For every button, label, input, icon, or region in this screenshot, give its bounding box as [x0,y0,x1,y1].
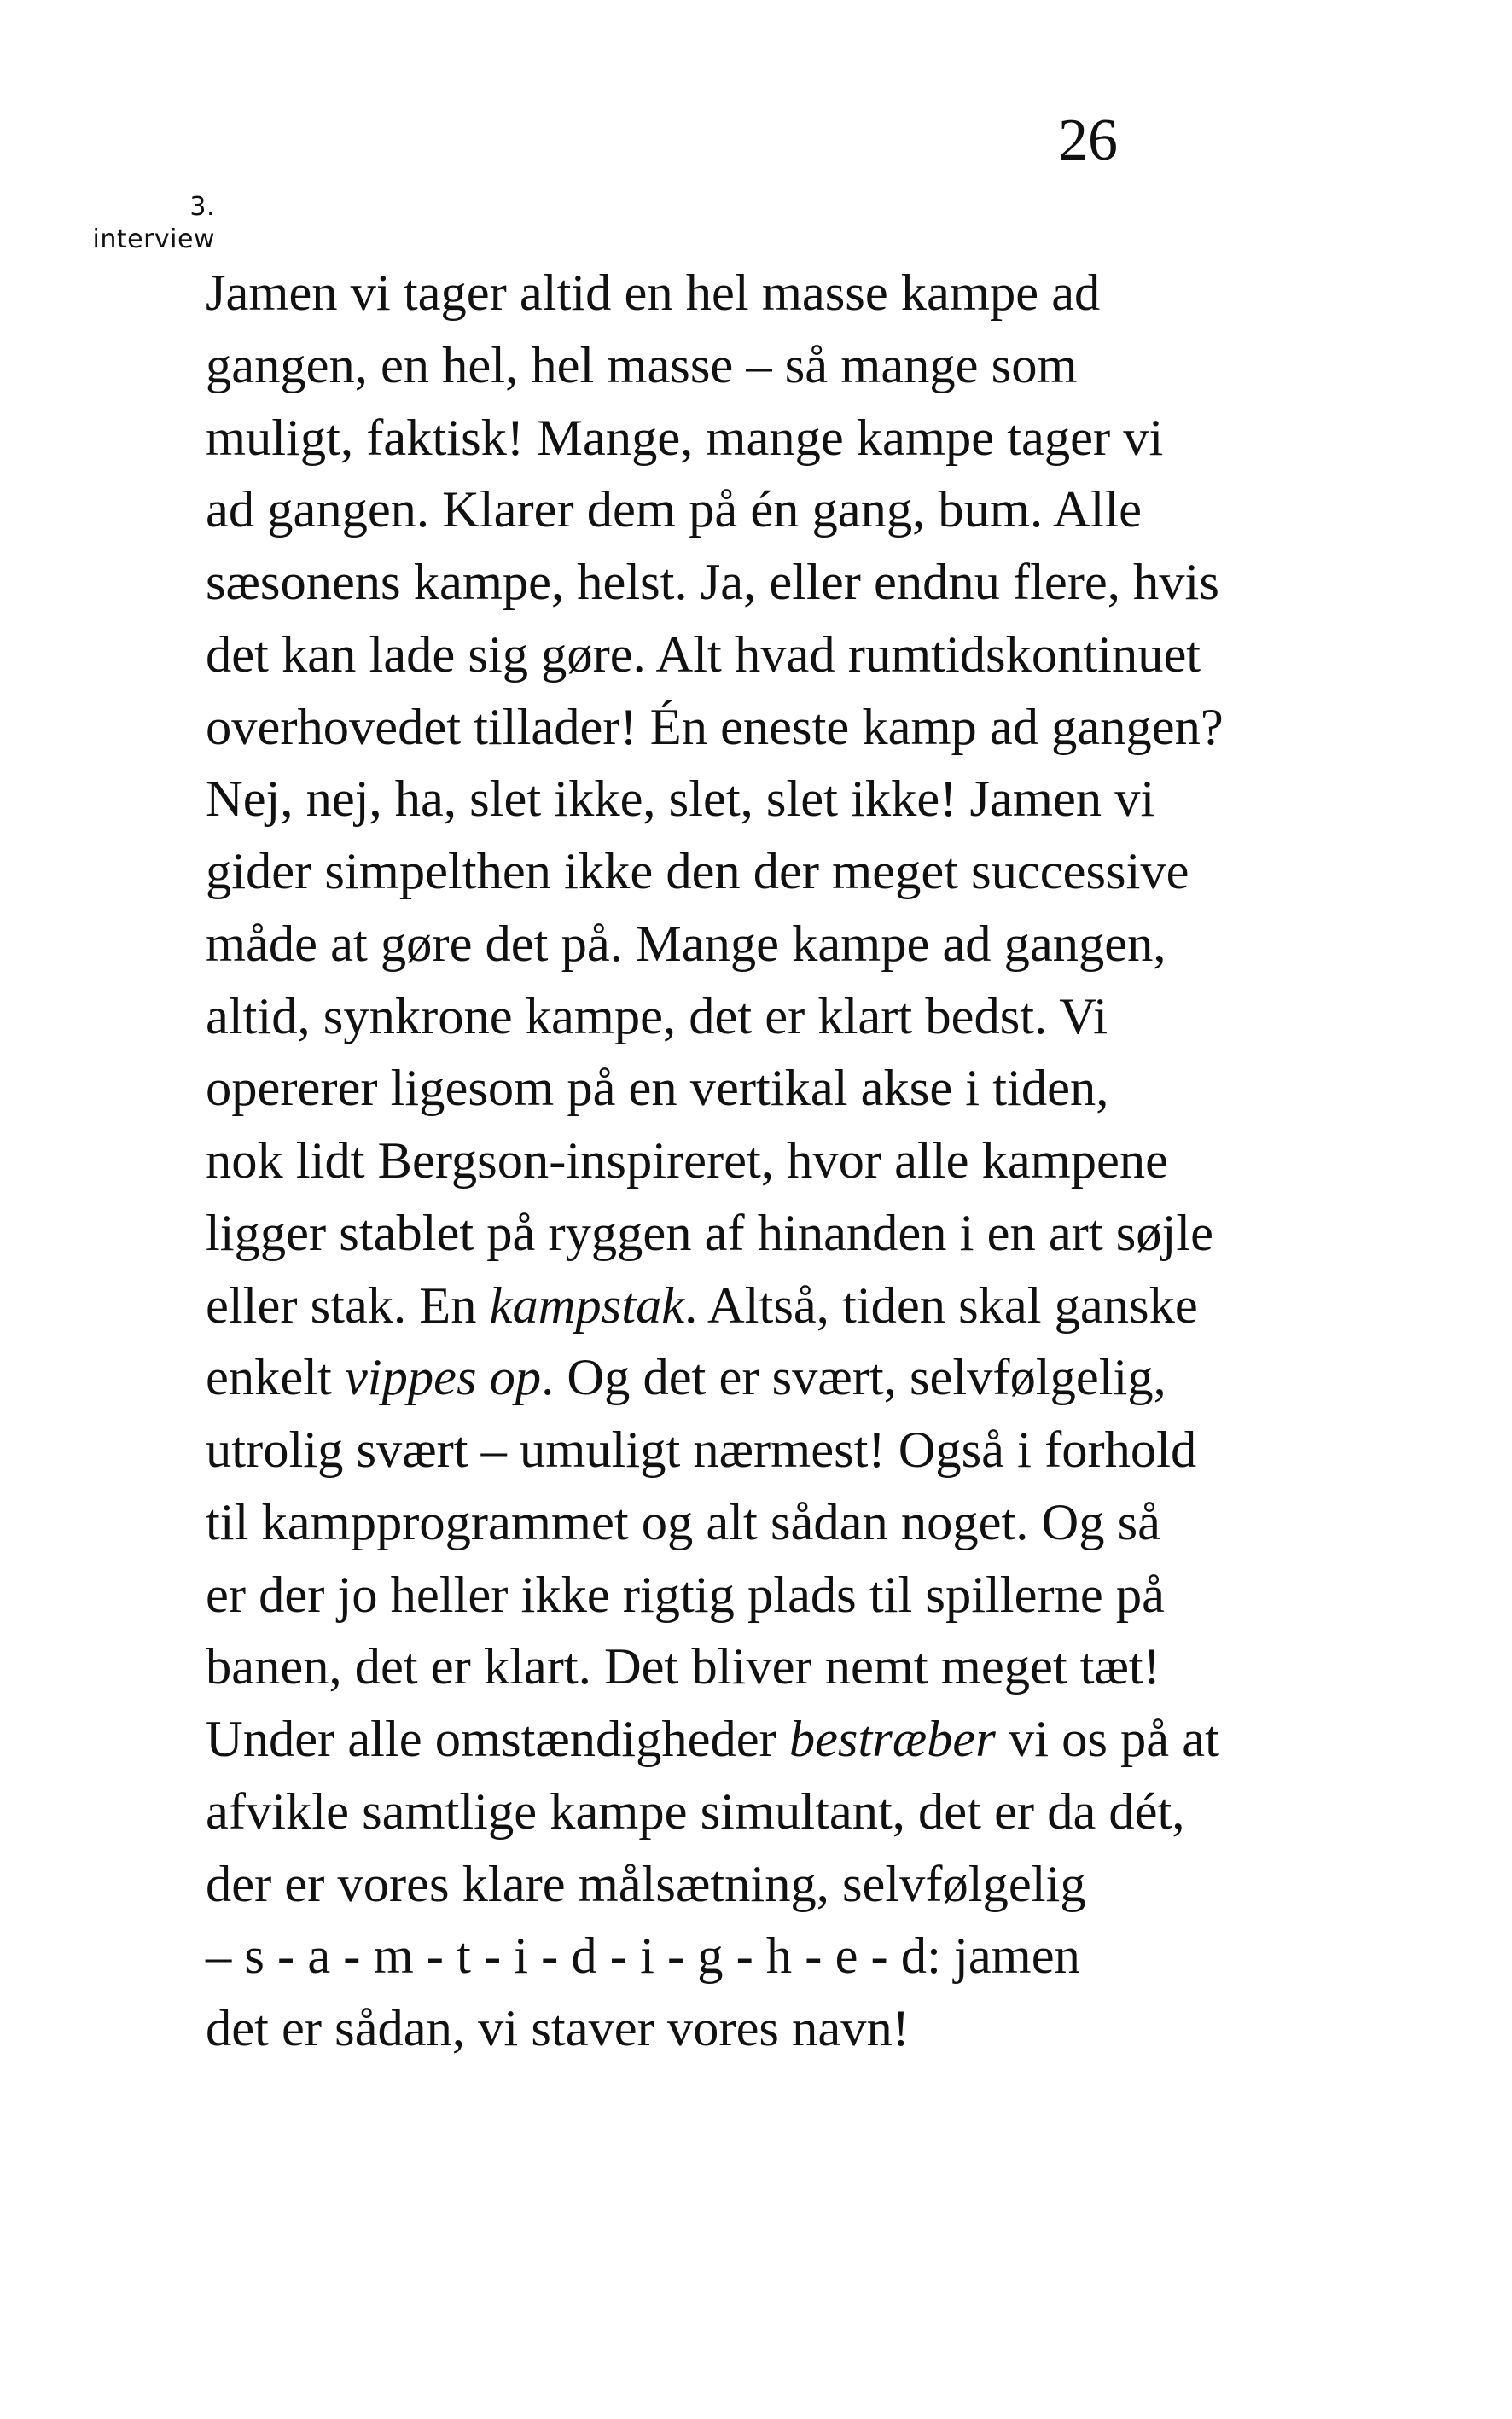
text-line [206,474,1383,547]
interview-body-text [206,258,1383,2066]
text-line [206,1993,1383,2066]
text-segment: utrolig svært – umuligt nærmest! Også i forhold [206,1422,1197,1479]
text-segment: der er vores klare målsætning, selvfølgelig [206,1855,1086,1913]
text-segment: vi os på at [995,1711,1219,1768]
text-line [206,1487,1383,1560]
text-line [206,330,1383,403]
text-line [206,1198,1383,1271]
text-segment: Under alle omstændigheder [206,1711,789,1768]
section-label [68,191,215,256]
text-segment: måde at gøre det på. Mange kampe ad gangen, [206,915,1166,973]
text-segment: eller stak. En [206,1276,490,1335]
text-segment: enkelt [206,1349,345,1407]
text-line [206,619,1383,692]
text-line [206,1560,1383,1632]
text-segment: . Og det er svært, selvfølgelig, [541,1349,1166,1407]
text-line [206,981,1383,1054]
text-line [206,1921,1383,1993]
text-segment: gangen, en hel, hel masse – så mange som [206,336,1078,394]
text-segment: banen, det er klart. Det bliver nemt meget tæt! [206,1638,1160,1696]
text-line [206,764,1383,836]
text-line [206,547,1383,619]
text-segment: ad gangen. Klarer dem på én gang, bum. Alle [206,481,1143,539]
text-line [206,403,1383,475]
text-segment: nok lidt Bergson-inspireret, hvor alle kampene [206,1132,1168,1189]
emphasized-text: kampstak [489,1276,685,1335]
section-title: interview [92,224,215,255]
text-line [206,258,1383,330]
emphasized-text: vippes op [344,1349,542,1407]
text-segment: afvikle samtlige kampe simultant, det er da dét, [206,1782,1185,1840]
page-number: 26 [1058,108,1118,173]
text-line [206,1415,1383,1487]
text-segment: overhovedet tillader! Én eneste kamp ad gangen? [206,698,1224,756]
text-segment: opererer ligesom på en vertikal akse i tiden, [206,1060,1109,1118]
text-line [206,692,1383,765]
text-segment: Nej, nej, ha, slet ikke, slet, slet ikke! Jamen vi [206,770,1155,829]
text-line [206,1053,1383,1125]
text-line [206,1776,1383,1849]
text-segment: det er sådan, vi staver vores navn! [206,2000,910,2057]
text-segment: – s - a - m - t - i - d - i - g - h - e - d: jamen [206,1928,1080,1986]
text-line [206,1125,1383,1198]
text-segment: det kan lade sig gøre. Alt hvad rumtidskontinuet [206,625,1201,683]
text-line [206,909,1383,981]
text-segment: muligt, faktisk! Mange, mange kampe tager vi [206,409,1164,467]
text-segment: altid, synkrone kampe, det er klart bedst. Vi [206,987,1108,1045]
text-line [206,836,1383,909]
text-segment: . Altså, tiden skal ganske [684,1276,1198,1335]
text-line [206,1342,1383,1415]
text-segment: sæsonens kampe, helst. Ja, eller endnu flere, hvis [206,554,1219,611]
text-segment: er der jo heller ikke rigtig plads til spillerne på [206,1566,1165,1624]
text-line [206,1271,1383,1343]
text-line [206,1631,1383,1704]
text-line [206,1849,1383,1922]
text-line [206,1704,1383,1776]
text-segment: ligger stablet på ryggen af hinanden i en art søjle [206,1204,1214,1262]
text-segment: til kampprogrammet og alt sådan noget. Og så [206,1493,1160,1551]
text-segment: Jamen vi tager altid en hel masse kampe ad [206,265,1101,322]
text-segment: gider simpelthen ikke den der meget successive [206,843,1189,900]
emphasized-text: bestræber [788,1711,996,1768]
section-number: 3. [189,192,215,222]
